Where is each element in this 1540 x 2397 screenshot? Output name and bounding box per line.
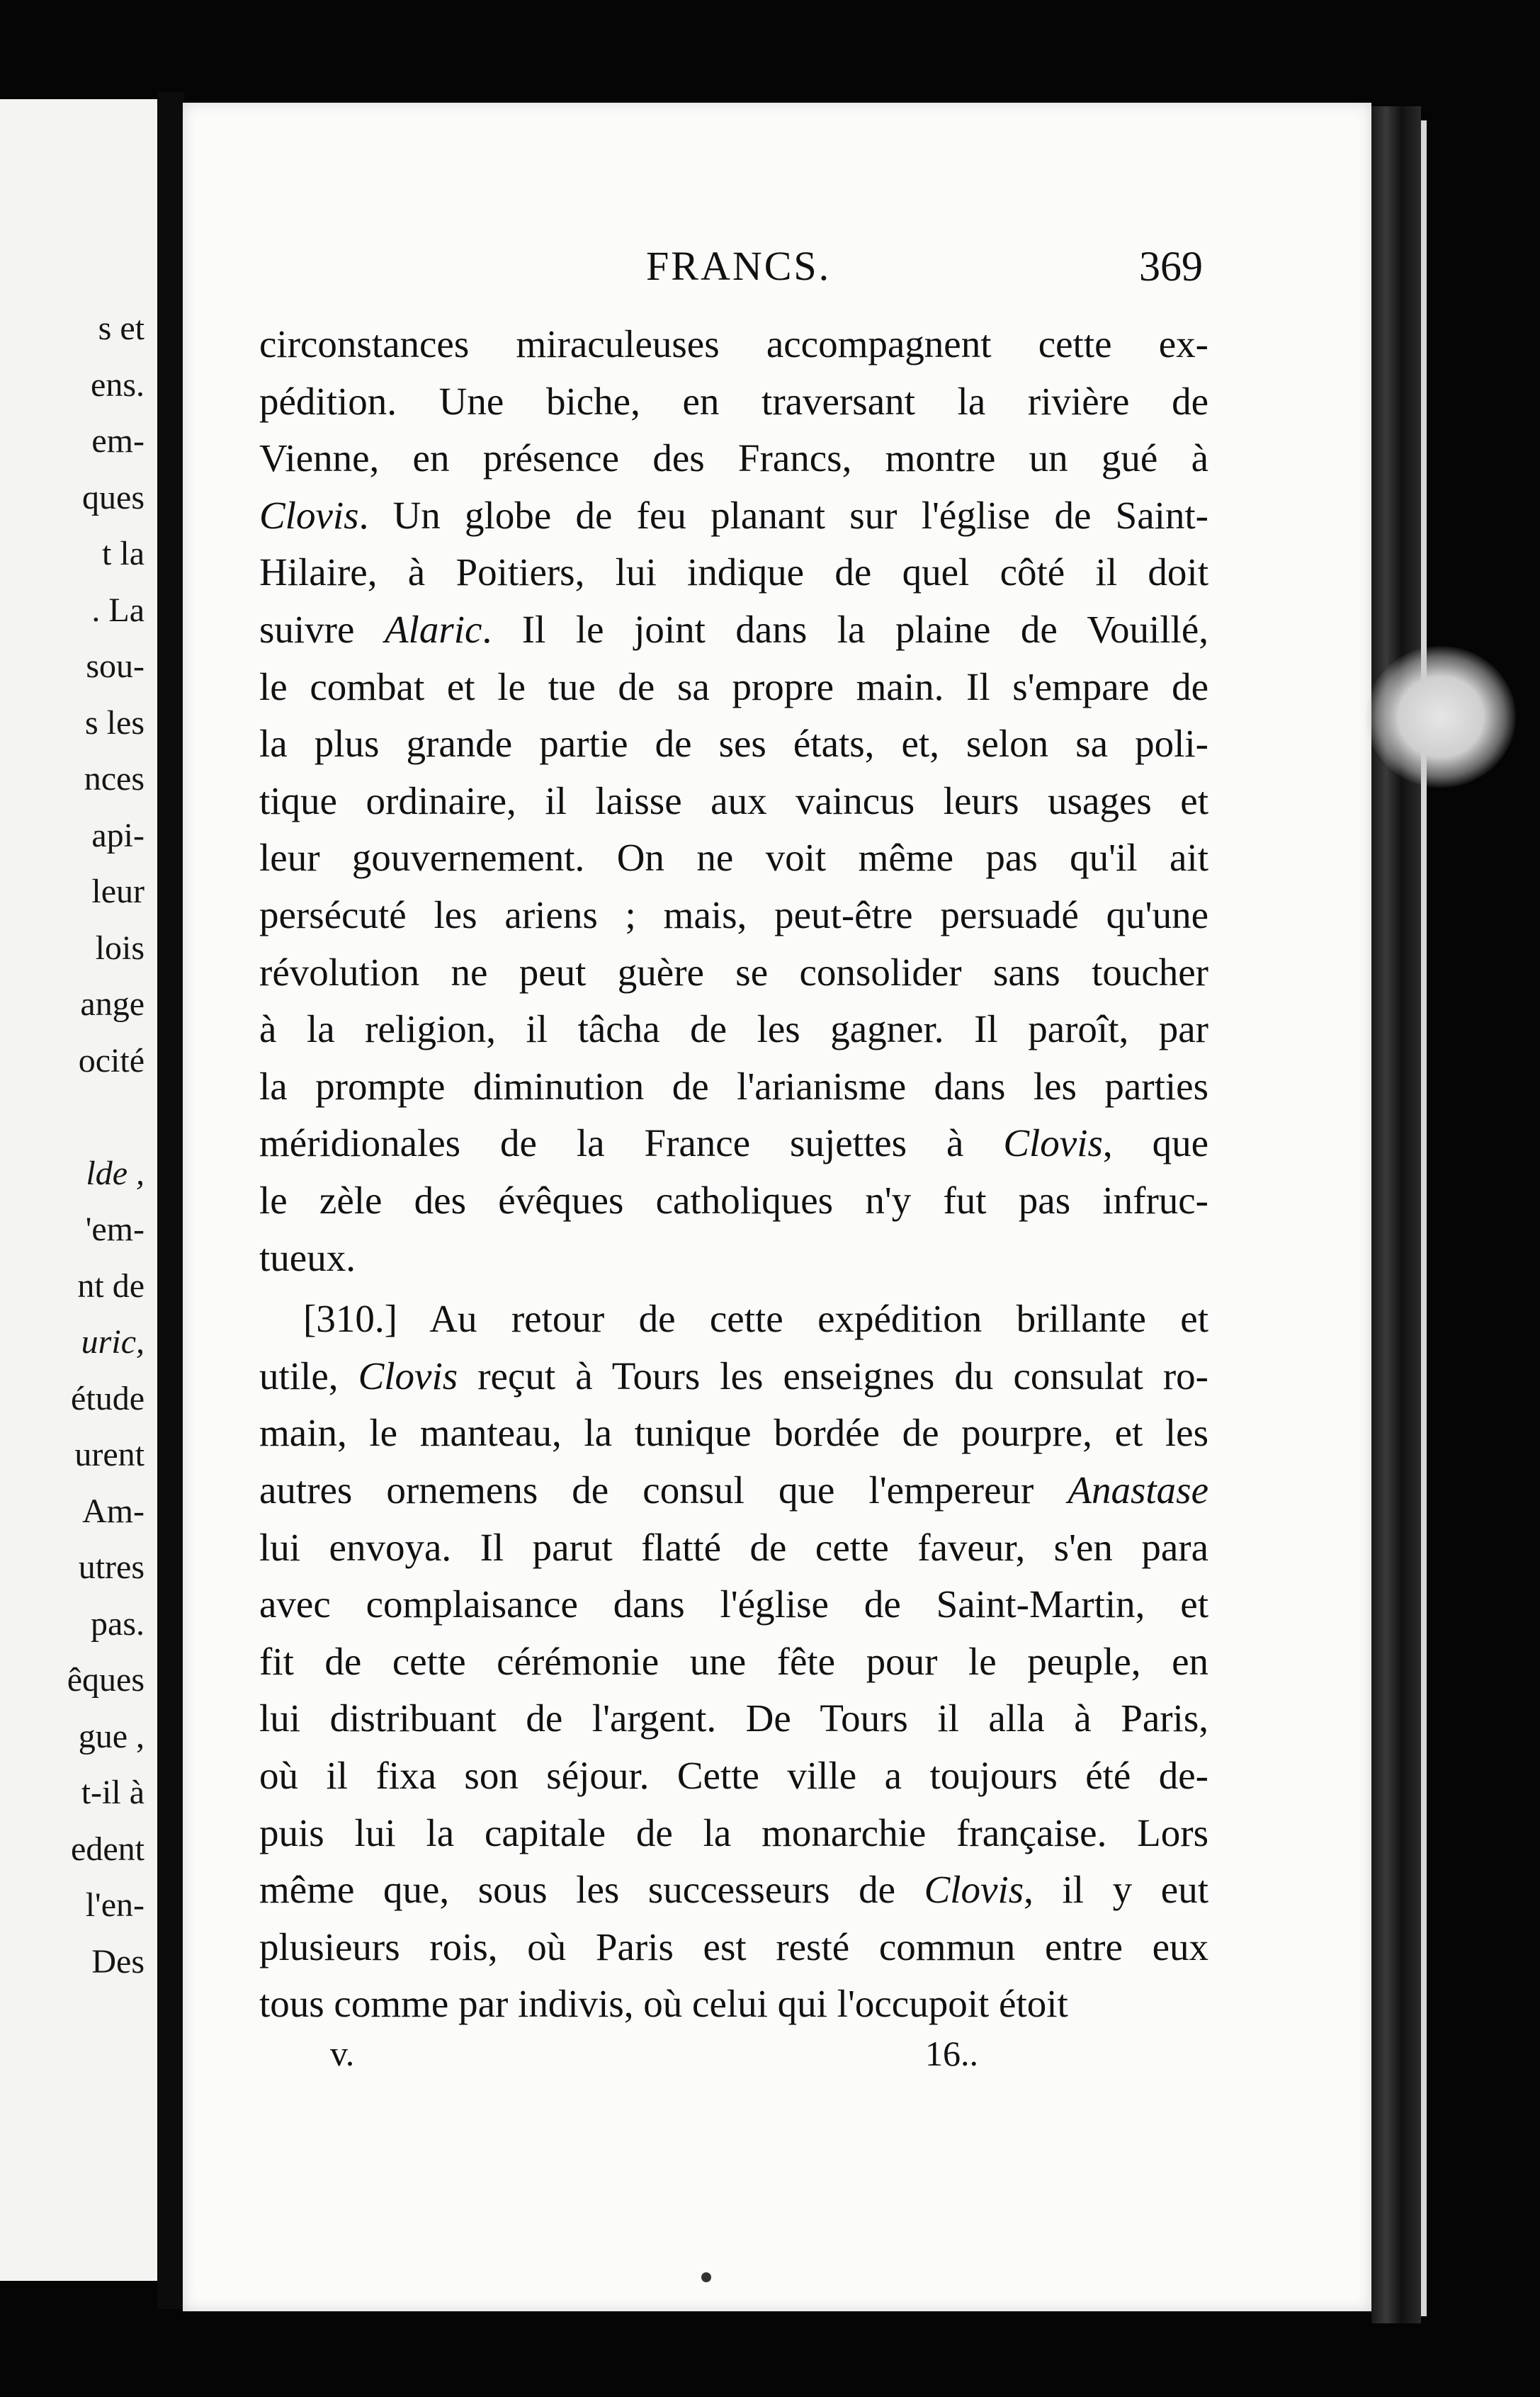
text-line: puis lui la capitale de la monarchie française. Lors [259, 1810, 1208, 1854]
text-line: [310.] Au retour de cette expédition brillante et [303, 1297, 1208, 1341]
left-page-line: uric, [81, 1323, 145, 1361]
left-page-line: lois [95, 929, 145, 967]
running-head: FRANCS. [646, 243, 832, 289]
text-line: le zèle des évêques catholiques n'y fut pas infruc- [259, 1179, 1208, 1222]
signature-mark-left: v. [330, 2034, 355, 2073]
left-page-line: utres [78, 1548, 145, 1586]
text-line: méridionales de la France sujettes à Clovis, que [259, 1121, 1208, 1165]
text-line: lui envoya. Il parut flatté de cette faveur, s'en para [259, 1525, 1208, 1569]
left-page-line: nces [84, 760, 145, 798]
text-line: suivre Alaric. Il le joint dans la plaine de Vouillé, [259, 608, 1208, 651]
left-page-line: t la [102, 535, 145, 572]
text-line: main, le manteau, la tunique bordée de pourpre, et les [259, 1411, 1208, 1455]
left-page-line: em- [91, 422, 145, 460]
page-number: 369 [1139, 243, 1203, 290]
previous-page-edge [0, 99, 157, 2281]
left-page-line: gue , [78, 1717, 145, 1755]
left-page-line: s les [85, 703, 145, 742]
page-edge-highlight [1421, 120, 1427, 2316]
text-line: Vienne, en présence des Francs, montre un gué à [259, 436, 1208, 480]
left-page-line: ques [82, 478, 145, 516]
left-page-line: êques [67, 1661, 145, 1699]
text-line: tous comme par indivis, où celui qui l'occupoit étoit [259, 1982, 1068, 2026]
left-page-line: l'en- [85, 1886, 145, 1924]
text-line: la plus grande partie de ses états, et, selon sa poli- [259, 722, 1208, 766]
left-page-line: sou- [86, 647, 145, 685]
left-page-line: 'em- [85, 1211, 145, 1248]
text-line: le combat et le tue de sa propre main. Il s'empare de [259, 664, 1208, 708]
left-page-line: edent [71, 1830, 145, 1868]
paper-damage-spot [1366, 646, 1516, 788]
signature-mark-right: 16.. [925, 2034, 978, 2073]
text-line: circonstances miraculeuses accompagnent cette ex- [259, 322, 1208, 366]
left-page-line: t-il à [81, 1774, 145, 1811]
text-line: Hilaire, à Poitiers, lui indique de quel côté il doit [259, 550, 1208, 594]
text-line: persécuté les ariens ; mais, peut-être persuadé qu'une [259, 893, 1208, 936]
text-line: tueux. [259, 1235, 356, 1279]
text-line: avec complaisance dans l'église de Saint-Martin, et [259, 1582, 1208, 1626]
left-page-line: lde , [86, 1154, 145, 1192]
left-page-line: api- [91, 816, 145, 854]
text-line: Clovis. Un globe de feu planant sur l'église de Saint- [259, 493, 1208, 537]
ink-dot [701, 2272, 711, 2282]
text-line: tique ordinaire, il laisse aux vaincus leurs usages et [259, 778, 1208, 822]
left-page-line: étude [71, 1379, 145, 1417]
text-line: plusieurs rois, où Paris est resté commun entre eux [259, 1925, 1208, 1968]
text-line: autres ornemens de consul que l'empereur Anastase [259, 1468, 1208, 1512]
text-line: fit de cette cérémonie une fête pour le peuple, en [259, 1639, 1208, 1683]
page-edge-shadow [1371, 106, 1421, 2323]
text-line: utile, Clovis reçut à Tours les enseignes du consulat ro- [259, 1354, 1208, 1398]
book-gutter [157, 92, 184, 2309]
left-page-line: nt de [77, 1266, 145, 1305]
text-line: leur gouvernement. On ne voit même pas qu'il ait [259, 836, 1208, 880]
left-page-line: Des [91, 1942, 145, 1980]
text-line: même que, sous les successeurs de Clovis, il y eut [259, 1868, 1208, 1912]
text-line: à la religion, il tâcha de les gagner. Il paroît, par [259, 1007, 1208, 1051]
text-line: où il fixa son séjour. Cette ville a toujours été de- [259, 1754, 1208, 1797]
text-line: pédition. Une biche, en traversant la rivière de [259, 379, 1208, 423]
left-page-line: ocité [78, 1041, 145, 1080]
left-page-line: Am- [82, 1492, 145, 1530]
left-page-line: s et [98, 310, 145, 347]
left-page-line: . La [91, 591, 145, 629]
left-page-line: urent [74, 1436, 145, 1473]
text-line: la prompte diminution de l'arianisme dans les parties [259, 1064, 1208, 1108]
left-page-line: leur [91, 873, 145, 910]
left-page-line: pas. [91, 1604, 145, 1643]
text-line: lui distribuant de l'argent. De Tours il alla à Paris, [259, 1696, 1208, 1740]
text-line: révolution ne peut guère se consolider sans toucher [259, 950, 1208, 994]
left-page-line: ange [80, 985, 145, 1023]
left-page-line: ens. [91, 366, 145, 404]
